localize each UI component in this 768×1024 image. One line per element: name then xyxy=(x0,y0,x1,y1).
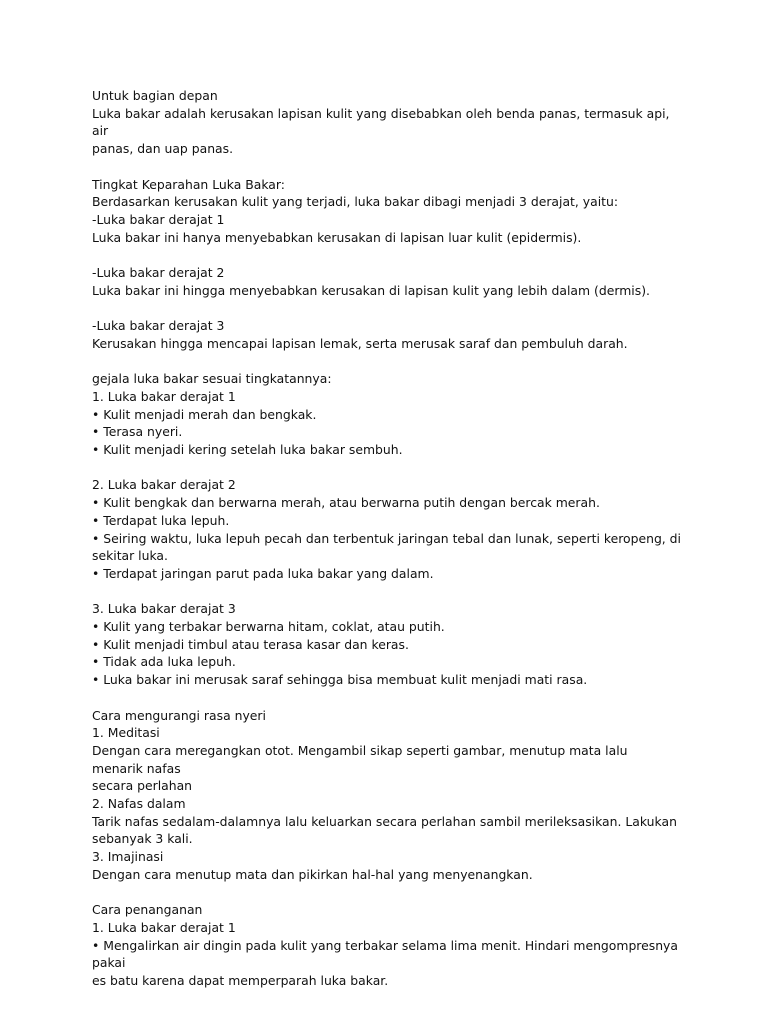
text-line: Luka bakar ini hanya menyebabkan kerusakan di lapisan luar kulit (epidermis). xyxy=(92,229,582,245)
text-line: Luka bakar ini hingga menyebabkan kerusakan di lapisan kulit yang lebih dalam (dermis). xyxy=(92,282,650,298)
text-line: -Luka bakar derajat 3 xyxy=(92,318,225,334)
text-line: • Seiring waktu, luka lepuh pecah dan terbentuk jaringan tebal dan lunak, seperti keropeng, di xyxy=(92,530,681,546)
text-line: gejala luka bakar sesuai tingkatannya: xyxy=(92,371,332,387)
text-line: secara perlahan xyxy=(92,778,193,794)
text-line: Cara penanganan xyxy=(92,902,203,918)
text-line: • Kulit menjadi timbul atau terasa kasar dan keras. xyxy=(92,636,409,652)
blank-line xyxy=(92,246,682,264)
text-line: Berdasarkan kerusakan kulit yang terjadi, luka bakar dibagi menjadi 3 derajat, yaitu: xyxy=(92,194,619,210)
text-line: 1. Luka bakar derajat 1 xyxy=(92,388,236,404)
blank-line xyxy=(92,299,682,317)
blank-line xyxy=(92,353,682,371)
text-line: • Kulit yang terbakar berwarna hitam, coklat, atau putih. xyxy=(92,619,445,634)
text-line: sekitar luka. xyxy=(92,548,168,564)
text-line: -Luka bakar derajat 1 xyxy=(92,211,225,227)
text-line: Tarik nafas sedalam-dalamnya lalu keluarkan secara perlahan sambil merileksasikan. Lakukan xyxy=(92,813,677,829)
text-line: 2. Luka bakar derajat 2 xyxy=(92,477,236,493)
text-line: 1. Meditasi xyxy=(92,725,160,741)
text-line: panas, dan uap panas. xyxy=(92,141,234,157)
text-line: • Luka bakar ini merusak saraf sehingga bisa membuat kulit menjadi mati rasa. xyxy=(92,672,588,688)
text-line: 3. Luka bakar derajat 3 xyxy=(92,601,236,617)
text-line: es batu karena dapat memperparah luka bakar. xyxy=(92,973,389,989)
text-line: • Mengalirkan air dingin pada kulit yang terbakar selama lima menit. Hindari mengompresnya pakai xyxy=(92,937,682,971)
text-line: 1. Luka bakar derajat 1 xyxy=(92,919,236,935)
text-line: • Tidak ada luka lepuh. xyxy=(92,654,236,670)
text-line: • Kulit menjadi merah dan bengkak. xyxy=(92,406,317,422)
text-line: Tingkat Keparahan Luka Bakar: xyxy=(92,176,285,192)
text-line: Dengan cara meregangkan otot. Mengambil sikap seperti gambar, menutup mata lalu menarik nafas xyxy=(92,742,632,776)
text-line: 2. Nafas dalam xyxy=(92,796,186,812)
text-line: Untuk bagian depan xyxy=(92,88,218,103)
text-line: Luka bakar adalah kerusakan lapisan kulit yang disebabkan oleh benda panas, termasuk api, air xyxy=(92,105,674,139)
text-line: • Terdapat jaringan parut pada luka bakar yang dalam. xyxy=(92,565,434,581)
text-line: • Terdapat luka lepuh. xyxy=(92,512,230,528)
blank-line xyxy=(92,158,682,176)
document-page xyxy=(92,87,682,990)
text-line: • Kulit bengkak dan berwarna merah, atau berwarna putih dengan bercak merah. xyxy=(92,495,600,511)
text-line: -Luka bakar derajat 2 xyxy=(92,265,225,280)
text-line: Kerusakan hingga mencapai lapisan lemak, serta merusak saraf dan pembuluh darah. xyxy=(92,335,628,351)
blank-line xyxy=(92,884,682,902)
text-line: Dengan cara menutup mata dan pikirkan hal-hal yang menyenangkan. xyxy=(92,866,533,882)
text-line: Cara mengurangi rasa nyeri xyxy=(92,707,266,723)
text-line: • Kulit menjadi kering setelah luka bakar sembuh. xyxy=(92,442,403,457)
blank-line xyxy=(92,689,682,707)
blank-line xyxy=(92,583,682,601)
text-line: • Terasa nyeri. xyxy=(92,424,183,440)
text-line: 3. Imajinasi xyxy=(92,849,164,865)
text-line: sebanyak 3 kali. xyxy=(92,831,193,847)
blank-line xyxy=(92,459,682,477)
